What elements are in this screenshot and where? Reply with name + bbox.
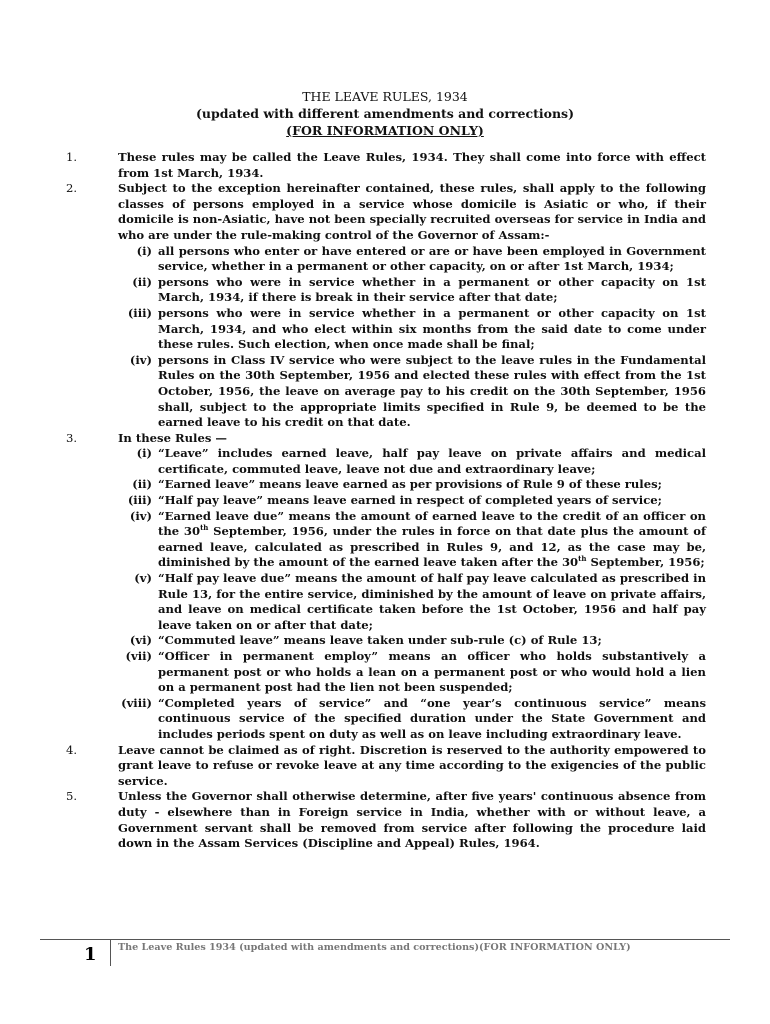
rule-3 (66, 431, 706, 743)
sub-item (118, 509, 706, 571)
footer-separator (110, 940, 111, 966)
sub-item (118, 275, 706, 306)
rule-5 (66, 789, 706, 851)
sub-item-text: persons who were in service whether in a permanent or other capacity on 1st March, 1934, if there is break in their service after that date; (158, 274, 706, 305)
footer-text: The Leave Rules 1934 (updated with amendments and corrections)(FOR INFORMATION ONLY) (118, 942, 631, 953)
sub-item-text: “Officer in permanent employ” means an officer who holds substantively a permanent post or who holds a lean on a permanent post or who would hold a lien on a permanent post had the lien not been suspended; (158, 649, 706, 695)
sub-item (118, 306, 706, 353)
sub-item-number: (v) (134, 571, 152, 586)
sub-item (118, 477, 706, 493)
sub-item-number: (ii) (132, 477, 152, 492)
sub-item-number: (iii) (127, 493, 152, 508)
sub-item (118, 649, 706, 696)
sub-item-text-part: September, 1956, under the rules in force on that date plus the amount of earned leave, calculated as prescribed in Rules 9, and 12, as the case may be, diminished by the amount of the earned leave taken after the 30 (158, 524, 706, 570)
ordinal-suffix: th (578, 554, 587, 564)
sub-item-number: (ii) (132, 274, 152, 289)
rules-body (66, 150, 706, 852)
information-notice: (FOR INFORMATION ONLY) (286, 123, 484, 138)
rule-number: 1. (66, 150, 78, 164)
sub-item-text-part: “Earned leave due” means the amount of earned leave to the credit of an officer on the 30 (158, 508, 706, 539)
sub-item-text: “Half pay leave due” means the amount of half pay leave calculated as prescribed in Rule 13, for the entire service, diminished by the amount of leave on private affairs, and leave on medical certificate taken before the 1st October, 1956 and half pay leave taken on or after that date; (158, 571, 706, 632)
document-title: THE LEAVE RULES, 1934 (302, 89, 468, 104)
rule-number: 5. (66, 789, 78, 804)
sub-item-text: persons in Class IV service who were subject to the leave rules in the Fundamental Rules on the 30th September, 1956 and elected these rules with effect from the 1st October, 1956, the leave on average pay to his credit on the 30th September, 1956 shall, subject to the appropriate limits specified in Rule 9, be deemed to be the earned leave to his credit on that date. (158, 352, 706, 430)
sub-item-number: (vii) (125, 649, 152, 663)
sub-item-number: (i) (136, 446, 152, 461)
sub-item-text (158, 509, 706, 570)
sub-item (118, 244, 706, 275)
sub-item-number: (iv) (129, 508, 152, 523)
rule-2 (66, 181, 706, 431)
document-subtitle: (updated with different amendments and corrections) (196, 106, 574, 121)
sub-item-number: (iii) (127, 305, 152, 320)
rule-number: 3. (66, 430, 78, 445)
sub-item-number: (i) (136, 243, 152, 258)
sub-item-text: persons who were in service whether in a permanent or other capacity on 1st March, 1934, and who elect within six months from the said date to come under these rules. Such election, when once made shall be final; (158, 305, 706, 352)
sub-item-number: (vi) (129, 633, 152, 648)
rule-text: In these Rules — (118, 430, 227, 445)
ordinal-suffix: th (200, 523, 209, 533)
sub-item-text: “Commuted leave” means leave taken under sub-rule (c) of Rule 13; (158, 633, 602, 648)
sub-item (118, 633, 706, 649)
document-header (0, 88, 770, 139)
sub-item (118, 353, 706, 431)
rule-text: Leave cannot be claimed as of right. Discretion is reserved to the authority empowered to grant leave to refuse or revoke leave at any time according to the exigencies of the public service. (118, 742, 706, 788)
rule-number: 4. (66, 742, 78, 757)
sub-item-text: “Leave” includes earned leave, half pay leave on private affairs and medical certificate, commuted leave, leave not due and extraordinary leave; (158, 446, 706, 476)
sub-item-number: (iv) (129, 352, 152, 367)
sub-item (118, 571, 706, 633)
footer-divider (40, 939, 730, 940)
rule-number: 2. (66, 181, 78, 196)
page-number: 1 (84, 944, 97, 965)
sub-item-text: “Completed years of service” and “one year’s continuous service” means continuous service of the specified duration under the State Government and includes periods spent on duty as well as on leave including extraordinary leave. (158, 695, 706, 741)
rule-4 (66, 743, 706, 790)
rule-text: Subject to the exception hereinafter contained, these rules, shall apply to the following classes of persons employed in a service whose domicile is Asiatic or who, if their domicile is non-Asiatic, have not been specially recruited overseas for service in India and who are under the rule-making control of the Governor of Assam:- (118, 181, 706, 242)
sub-item (118, 493, 706, 509)
sub-item (118, 696, 706, 743)
sub-item-number: (viii) (121, 695, 152, 710)
sub-item-text: all persons who enter or have entered or are or have been employed in Government service, whether in a permanent or other capacity, on or after 1st March, 1934; (158, 243, 706, 274)
rule-text: Unless the Governor shall otherwise determine, after five years' continuous absence from duty - elsewhere than in Foreign service in India, whether with or without leave, a Government servant shall be removed from service after following the procedure laid down in the Assam Services (Discipline and Appeal) Rules, 1964. (118, 789, 706, 851)
rule-text: These rules may be called the Leave Rules, 1934. They shall come into force with effect from 1st March, 1934. (118, 150, 706, 180)
rule-1 (66, 150, 706, 181)
sub-item-text: “Earned leave” means leave earned as per provisions of Rule 9 of these rules; (158, 477, 662, 492)
sub-item-text: “Half pay leave” means leave earned in respect of completed years of service; (158, 493, 662, 508)
sub-item (118, 446, 706, 477)
sub-item-text-part: September, 1956; (586, 555, 705, 570)
